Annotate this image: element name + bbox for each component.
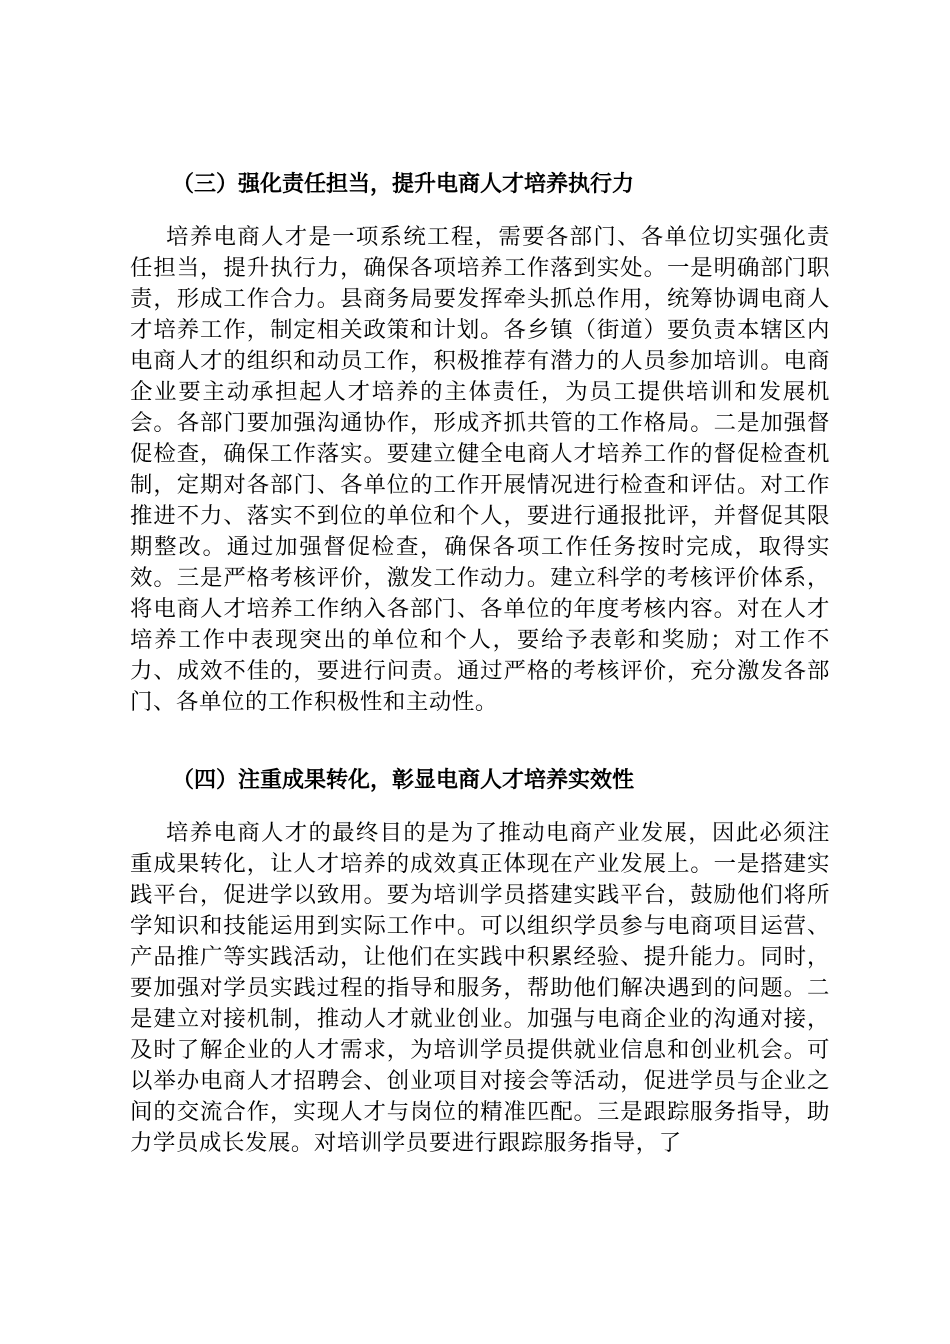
section-heading: （三）强化责任担当，提升电商人才培养执行力 — [172, 172, 635, 197]
section-4 — [130, 766, 830, 1159]
section-heading: （四）注重成果转化，彰显电商人才培养实效性 — [172, 768, 635, 793]
section-3 — [130, 170, 830, 718]
section-paragraph: 培养电商人才是一项系统工程，需要各部门、各单位切实强化责任担当，提升执行力，确保各项培养工作落到实处。一是明确部门职责，形成工作合力。县商务局要发挥牵头抓总作用，统筹协调电商人才培养工作，制定相关政策和计划。各乡镇（街道）要负责本辖区内电商人才的组织和动员工作，积极推荐有潜力的人员参加培训。电商企业要主动承担起人才培养的主体责任，为员工提供培训和发展机会。各部门要加强沟通协作，形成齐抓共管的工作格局。二是加强督促检查，确保工作落实。要建立健全电商人才培养工作的督促检查机制，定期对各部门、各单位的工作开展情况进行检查和评估。对工作推进不力、落实不到位的单位和个人，要进行通报批评，并督促其限期整改。通过加强督促检查，确保各项工作任务按时完成，取得实效。三是严格考核评价，激发工作动力。建立科学的考核评价体系，将电商人才培养工作纳入各部门、各单位的年度考核内容。对在人才培养工作中表现突出的单位和个人，要给予表彰和奖励；对工作不力、成效不佳的，要进行问责。通过严格的考核评价，充分激发各部门、各单位的工作积极性和主动性。 — [130, 224, 830, 715]
section-paragraph: 培养电商人才的最终目的是为了推动电商产业发展，因此必须注重成果转化，让人才培养的成效真正体现在产业发展上。一是搭建实践平台，促进学以致用。要为培训学员搭建实践平台，鼓励他们将所学知识和技能运用到实际工作中。可以组织学员参与电商项目运营、产品推广等实践活动，让他们在实践中积累经验、提升能力。同时，要加强对学员实践过程的指导和服务，帮助他们解决遇到的问题。二是建立对接机制，推动人才就业创业。加强与电商企业的沟通对接，及时了解企业的人才需求，为培训学员提供就业信息和创业机会。可以举办电商人才招聘会、创业项目对接会等活动，促进学员与企业之间的交流合作，实现人才与岗位的精准匹配。三是跟踪服务指导，助力学员成长发展。对培训学员要进行跟踪服务指导，了 — [130, 820, 830, 1156]
